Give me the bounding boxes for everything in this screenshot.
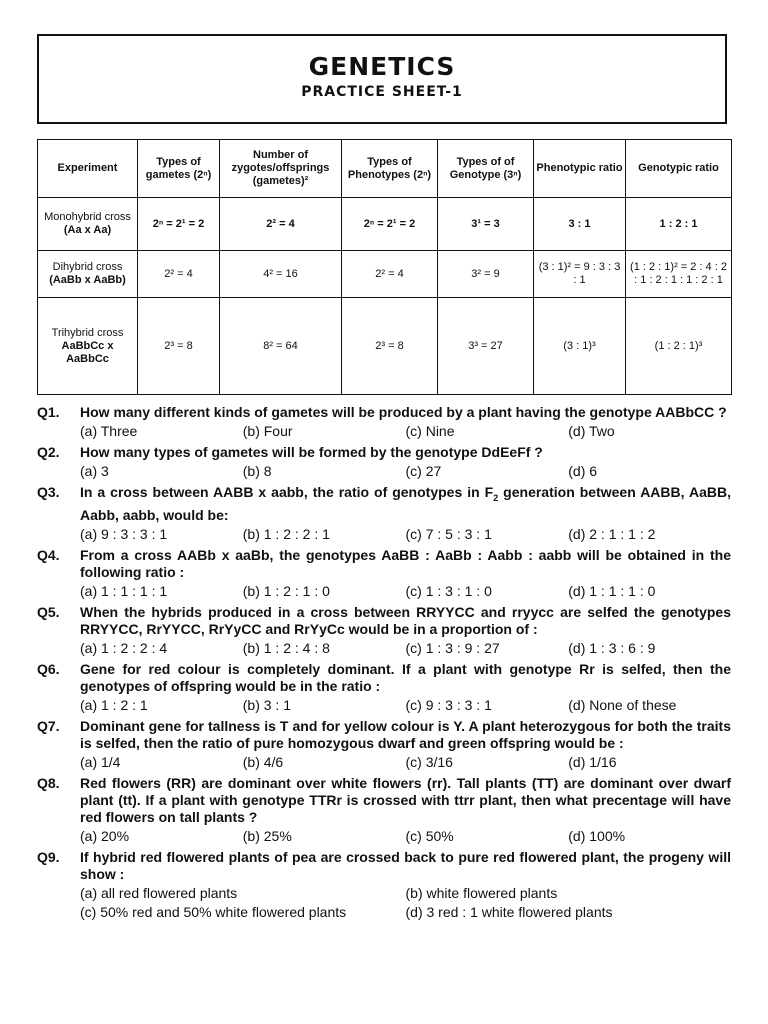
options-row — [80, 754, 731, 771]
title-box — [37, 34, 727, 124]
table-header: Phenotypic ratio — [534, 140, 626, 198]
option-d: (d) 1 : 1 : 1 : 0 — [568, 582, 656, 599]
question-number: Q6. — [37, 660, 60, 677]
option-a: (a) 1 : 1 : 1 : 1 — [80, 582, 168, 599]
question-number: Q2. — [37, 444, 60, 460]
table-cell: 3¹ = 3 — [438, 198, 534, 251]
option-d: (d) 6 — [568, 463, 598, 479]
question-q3 — [37, 484, 731, 543]
question-number: Q5. — [37, 603, 60, 620]
table-cell: 2² = 4 — [342, 251, 438, 298]
option-a: (a) Three — [80, 423, 138, 439]
option-a: (a) 1/4 — [80, 753, 121, 770]
question-number: Q9. — [37, 848, 60, 865]
option-b: (b) 4/6 — [242, 753, 284, 770]
option-b: (b) 3 : 1 — [242, 696, 291, 713]
page-title: GENETICS — [308, 52, 456, 81]
question-text: Red flowers (RR) are dominant over white flowers (rr). Tall plants (TT) are dominant over dwarf plant (tt). If a plant with genotype TTRr is crossed with ttrr plant, then what precentage will have red flowers on tall plants ? — [80, 774, 731, 825]
experiment-name: Trihybrid cross — [51, 326, 124, 339]
options-row — [80, 828, 731, 845]
table-header: Types of of Genotype (3ⁿ) — [438, 140, 534, 198]
page-subtitle: PRACTICE SHEET-1 — [301, 84, 463, 100]
question-number: Q3. — [37, 484, 60, 500]
question-text-after: generation between AABB, AaBB, Aabb, aabb, would be: — [80, 484, 731, 523]
option-b: (b) Four — [242, 423, 293, 439]
option-c: (c) 27 — [405, 463, 442, 479]
option-c: (c) 1 : 3 : 1 : 0 — [405, 582, 492, 599]
option-c: (c) 50% — [405, 827, 454, 844]
question-text — [80, 484, 731, 524]
question-text: If hybrid red flowered plants of pea are crossed back to pure red flowered plant, the progeny will show : — [80, 848, 731, 882]
table-cell: 2ⁿ = 2¹ = 2 — [138, 198, 220, 251]
option-c: (c) 3/16 — [405, 753, 453, 770]
questions-list — [0, 404, 768, 925]
table-cell: 2³ = 8 — [138, 298, 220, 395]
table-header: Number of zygotes/offsprings (gametes)² — [220, 140, 342, 198]
question-q2 — [37, 444, 731, 480]
table-cell: 3² = 9 — [438, 251, 534, 298]
table-cell-experiment — [38, 298, 138, 395]
subscript-2: 2 — [493, 492, 499, 503]
option-b: (b) 1 : 2 : 4 : 8 — [242, 639, 330, 656]
option-b: (b) 25% — [242, 827, 292, 844]
question-text: From a cross AABb x aaBb, the genotypes AaBB : AaBb : Aabb : aabb will be obtained in the following ratio : — [80, 546, 731, 580]
option-b: (b) 1 : 2 : 1 : 0 — [242, 582, 330, 599]
option-d: (d) Two — [568, 423, 615, 439]
option-c: (c) 1 : 3 : 9 : 27 — [405, 639, 500, 656]
experiment-name: Monohybrid cross — [44, 211, 131, 223]
option-d: (d) 2 : 1 : 1 : 2 — [568, 525, 656, 542]
question-q9 — [37, 849, 731, 921]
option-b: (b) 1 : 2 : 2 : 1 — [242, 525, 330, 542]
table-cell: 1 : 2 : 1 — [626, 198, 732, 251]
options-row — [80, 526, 731, 543]
option-d: (d) None of these — [568, 696, 677, 713]
option-a: (a) 20% — [80, 827, 130, 844]
table-cell-experiment — [38, 251, 138, 298]
table-cell: 4² = 16 — [220, 251, 342, 298]
option-a: (a) 1 : 2 : 2 : 4 — [80, 639, 168, 656]
experiment-cross: (AaBb x AaBb) — [49, 274, 126, 286]
table-header: Experiment — [38, 140, 138, 198]
question-q6 — [37, 661, 731, 714]
option-c: (c) 9 : 3 : 3 : 1 — [405, 696, 492, 713]
options-row — [80, 640, 731, 657]
option-a: (a) 3 — [80, 463, 109, 479]
question-q4 — [37, 547, 731, 600]
option-d: (d) 3 red : 1 white flowered plants — [405, 903, 613, 920]
options-row — [80, 697, 731, 714]
table-header: Types of Phenotypes (2ⁿ) — [342, 140, 438, 198]
question-text: Dominant gene for tallness is T and for yellow colour is Y. A plant heterozygous for both the traits is selfed, then the ratio of pure homozygous dwarf and green offspring would be : — [80, 717, 731, 751]
option-d: (d) 1/16 — [568, 753, 617, 770]
question-text: How many types of gametes will be formed by the genotype DdEeFf ? — [80, 444, 543, 460]
options-row — [80, 583, 731, 600]
option-c: (c) 7 : 5 : 3 : 1 — [405, 525, 492, 542]
option-c: (c) 50% red and 50% white flowered plants — [80, 903, 347, 920]
question-number: Q7. — [37, 717, 60, 734]
options-row — [80, 885, 731, 902]
genetics-table — [37, 139, 732, 395]
table-cell: 8² = 64 — [220, 298, 342, 395]
experiment-cross: (Aa x Aa) — [63, 224, 112, 236]
options-row — [80, 904, 731, 921]
option-a: (a) 9 : 3 : 3 : 1 — [80, 525, 168, 542]
table-header: Types of gametes (2ⁿ) — [138, 140, 220, 198]
table-header: Genotypic ratio — [626, 140, 732, 198]
table-row — [38, 251, 732, 298]
question-text: When the hybrids produced in a cross between RRYYCC and rryycc are selfed the genotypes RRYYCC, RrYYCC, RrYyCC and RrYyCc would be in a proportion of : — [80, 603, 731, 637]
option-c: (c) Nine — [405, 423, 455, 439]
table-cell: 3³ = 27 — [438, 298, 534, 395]
question-q5 — [37, 604, 731, 657]
table-cell: 3 : 1 — [534, 198, 626, 251]
table-cell-experiment — [38, 198, 138, 251]
option-d: (d) 1 : 3 : 6 : 9 — [568, 639, 656, 656]
option-a: (a) all red flowered plants — [80, 884, 238, 901]
experiment-name: Dihybrid cross — [52, 261, 123, 273]
question-number: Q4. — [37, 546, 60, 563]
option-d: (d) 100% — [568, 827, 626, 844]
options-row — [80, 463, 731, 480]
question-text: How many different kinds of gametes will be produced by a plant having the genotype AABbCC ? — [80, 404, 727, 420]
option-b: (b) white flowered plants — [405, 884, 558, 901]
table-cell: 2ⁿ = 2¹ = 2 — [342, 198, 438, 251]
question-number: Q1. — [37, 404, 60, 420]
question-number: Q8. — [37, 774, 60, 791]
table-cell: 2² = 4 — [220, 198, 342, 251]
option-b: (b) 8 — [242, 463, 272, 479]
table-cell: (3 : 1)³ — [534, 298, 626, 395]
option-a: (a) 1 : 2 : 1 — [80, 696, 148, 713]
question-text: Gene for red colour is completely dominant. If a plant with genotype Rr is selfed, then the genotypes of offspring would be in the ratio : — [80, 660, 731, 694]
table-cell: (1 : 2 : 1)³ — [626, 298, 732, 395]
question-q7 — [37, 718, 731, 771]
table-cell: 2² = 4 — [138, 251, 220, 298]
question-text-before: In a cross between AABB x aabb, the ratio of genotypes in F — [80, 484, 494, 500]
experiment-cross: AaBbCc x AaBbCc — [61, 339, 114, 365]
question-q8 — [37, 775, 731, 845]
table-cell: (3 : 1)² = 9 : 3 : 3 : 1 — [534, 251, 626, 298]
table-row — [38, 198, 732, 251]
table-header-row — [38, 140, 732, 198]
table-cell: 2³ = 8 — [342, 298, 438, 395]
table-cell: (1 : 2 : 1)² = 2 : 4 : 2 : 1 : 2 : 1 : 1 : 2 : 1 — [626, 251, 732, 298]
options-row — [80, 423, 731, 440]
question-q1 — [37, 404, 731, 440]
table-row — [38, 298, 732, 395]
